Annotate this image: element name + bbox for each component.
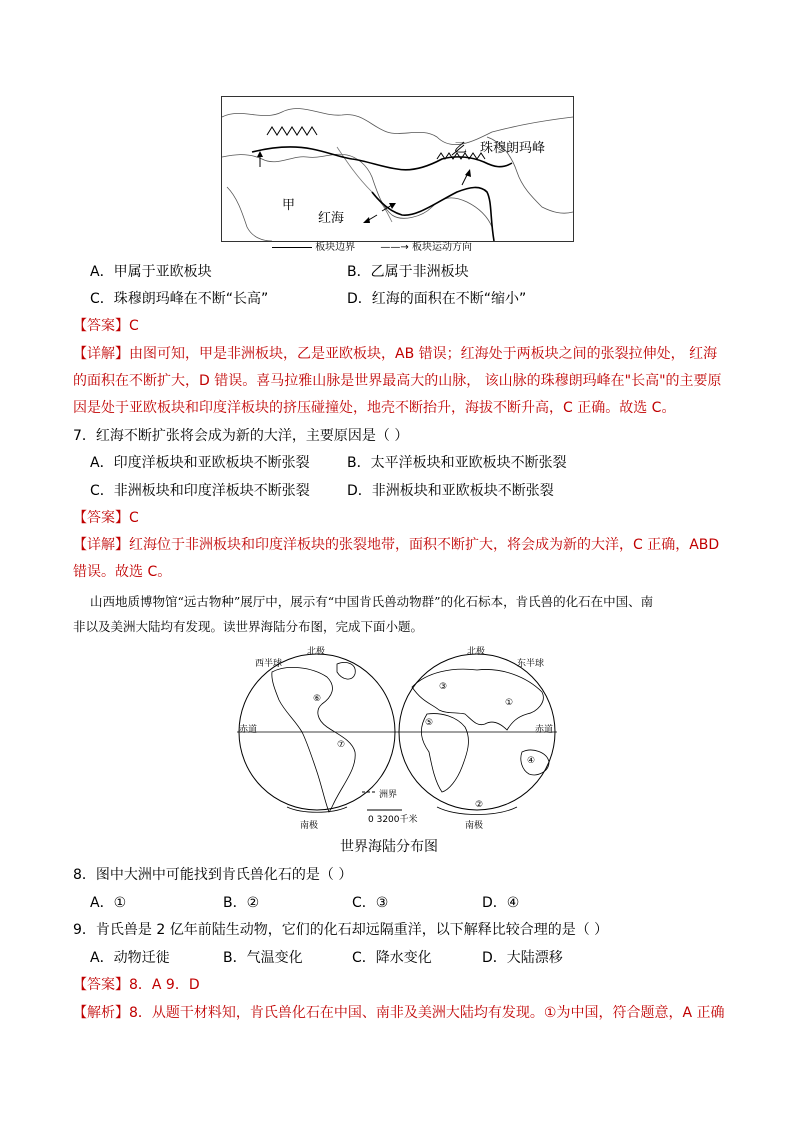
q8-option-a: A．① (90, 895, 127, 911)
material-line2: 非以及美洲大陆均有发现。读世界海陆分布图，完成下面小题。 (73, 619, 424, 634)
label-south-pole-left: 南极 (300, 821, 319, 831)
q7-option-d: D．非洲板块和亚欧板块不断张裂 (347, 483, 554, 499)
plate-map (221, 96, 574, 242)
q6-detail-line2: 的面积在不断扩大，D 错误。喜马拉雅山脉是世界最高大的山脉， 该山脉的珠穆朗玛峰在"长高"的主要原 (73, 373, 722, 389)
q89-analysis-line1 (73, 1002, 733, 1024)
answer-tag: 【答案】 (73, 510, 129, 526)
answer-value: 8．A 9．D (129, 977, 200, 993)
q7-option-c: C．非洲板块和印度洋板块不断张裂 (90, 483, 310, 499)
q9-stem: 9．肯氏兽是 2 亿年前陆生动物，它们的化石却远隔重洋，以下解释比较合理的是（ ） (73, 922, 609, 938)
continent-marker-3: ③ (439, 682, 448, 692)
label-jia: 甲 (282, 198, 296, 213)
label-south-pole-right: 南极 (465, 821, 484, 831)
q8-option-c: C．③ (352, 895, 389, 911)
q9-option-d: D．大陆漂移 (482, 950, 563, 966)
q7-option-a: A．印度洋板块和亚欧板块不断张裂 (90, 455, 310, 471)
q8-stem: 8．图中大洲中可能找到肯氏兽化石的是（ ） (73, 867, 353, 883)
material-line1: 山西地质博物馆“远古物种”展厅中，展示有“中国肯氏兽动物群”的化石标本，肯氏兽的化石在中国、南 (90, 594, 654, 609)
q7-detail-line2: 错误。故选 C。 (73, 564, 172, 580)
legend-line-icon (272, 247, 312, 248)
q7-answer (73, 507, 723, 529)
q9-option-c: C．降水变化 (352, 950, 432, 966)
legend-boundary-label: 板块边界 (315, 242, 356, 253)
label-yi: 乙 (454, 141, 468, 156)
q6-option-d: D．红海的面积在不断“缩小” (347, 291, 527, 307)
continent-marker-5: ⑤ (425, 718, 434, 728)
answer-value: C (129, 510, 139, 526)
q6-option-c: C．珠穆朗玛峰在不断“长高” (90, 291, 269, 307)
world-map-drawing (237, 642, 557, 832)
legend-continent-border: 洲界 (379, 790, 398, 800)
answer-tag: 【答案】 (73, 318, 129, 334)
label-everest: 珠穆朗玛峰 (480, 141, 546, 156)
label-equator-left: 赤道 (239, 725, 258, 735)
q8-option-b: B．② (223, 895, 260, 911)
legend-motion-label: 板块运动方向 (411, 242, 472, 253)
detail-text: 红海位于非洲板块和印度洋板块的张裂地带，面积不断扩大，将会成为新的大洋，C 正确，ABD (129, 537, 720, 553)
q6-option-a: A．甲属于亚欧板块 (90, 264, 212, 280)
label-north-pole-left: 北极 (307, 647, 326, 657)
q7-option-b: B．太平洋板块和亚欧板块不断张裂 (347, 455, 567, 471)
detail-tag: 【详解】 (73, 537, 129, 553)
continent-marker-6: ⑥ (313, 694, 322, 704)
world-map (237, 642, 557, 832)
detail-tag: 【详解】 (73, 346, 129, 362)
answer-tag: 【答案】 (73, 977, 129, 993)
continent-marker-7: ⑦ (337, 740, 346, 750)
q9-option-a: A．动物迁徙 (90, 950, 170, 966)
q6-detail-line1 (73, 343, 723, 365)
continent-marker-2: ② (475, 800, 484, 810)
continent-marker-4: ④ (527, 756, 536, 766)
map-scale: 0 3200千米 (368, 815, 418, 825)
answer-value: C (129, 318, 139, 334)
plate-map-drawing (222, 97, 573, 241)
continent-marker-1: ① (505, 698, 514, 708)
plate-map-legend (272, 241, 472, 255)
label-red-sea: 红海 (318, 211, 345, 226)
label-east-hemisphere: 东半球 (517, 659, 545, 669)
world-map-caption: 世界海陆分布图 (340, 839, 438, 855)
q6-option-b: B．乙属于非洲板块 (347, 264, 469, 280)
detail-text: 由图可知，甲是非洲板块，乙是亚欧板块，AB 错误；红海处于两板块之间的张裂拉伸处， 红海 (129, 346, 718, 362)
label-north-pole-right: 北极 (467, 647, 486, 657)
q7-detail-line1 (73, 534, 723, 556)
q89-answer (73, 974, 723, 996)
label-west-hemisphere: 西半球 (255, 659, 283, 669)
analysis-tag: 【解析】 (73, 1005, 129, 1021)
q7-stem: 7．红海不断扩张将会成为新的大洋，主要原因是（ ） (73, 428, 409, 444)
q6-detail-line3: 因是处于亚欧板块和印度洋板块的挤压碰撞处，地壳不断抬升，海拔不断升高，C 正确。故选 C。 (73, 400, 676, 416)
label-equator-right: 赤道 (535, 725, 554, 735)
legend-arrow-icon: ——→ (380, 242, 409, 253)
analysis-text: 8．从题干材料知，肯氏兽化石在中国、南非及美洲大陆均有发现。①为中国，符合题意，A 正确 (129, 1005, 725, 1021)
q9-option-b: B．气温变化 (223, 950, 303, 966)
q8-option-d: D．④ (482, 895, 520, 911)
q6-answer (73, 315, 723, 337)
